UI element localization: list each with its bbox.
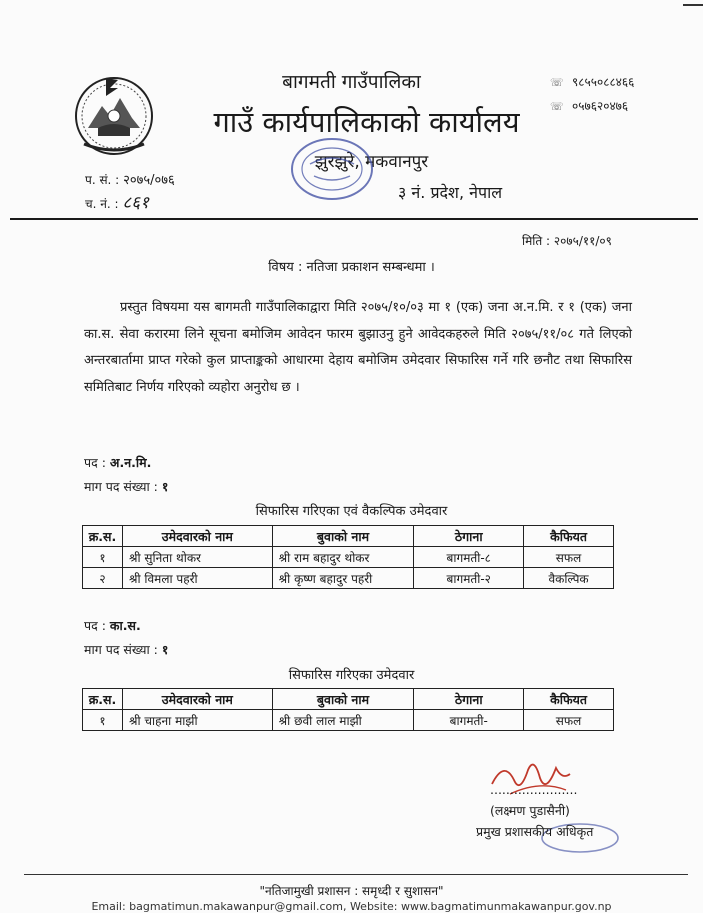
table-row: २ श्री विमला पहरी श्री कृष्ण बहादुर पहरी बागमती-२ वैकल्पिक [83, 568, 614, 589]
table-row: १ श्री चाहना माझी श्री छवी लाल माझी बागमती- सफल [83, 710, 614, 731]
post-label-1: पद : अ.न.मि. [84, 455, 152, 470]
office-name: गाउँ कार्यपालिकाको कार्यालय [213, 105, 520, 139]
col-remarks: कैफियत [524, 689, 614, 710]
footer-contact: Email: bagmatimun.makawanpur@gmail.com, Website: www.bagmatimunmakawanpur.gov.np [91, 900, 612, 913]
table-header-row [83, 689, 614, 710]
col-father-name: बुवाको नाम [272, 526, 414, 547]
signatory-title: प्रमुख प्रशासकीय अधिकृत [476, 824, 594, 839]
table-title-2: सिफारिस गरिएका उमेदवार [288, 668, 415, 683]
municipality-name: बागमती गाउँपालिका [282, 71, 421, 93]
office-stamp-icon [284, 134, 380, 204]
col-candidate-name: उमेदवारको नाम [122, 526, 272, 547]
col-address: ठेगाना [414, 689, 524, 710]
post-label-2: पद : का.स. [84, 618, 141, 633]
post-count-2: माग पद संख्या : १ [84, 642, 169, 657]
signatory-name: (लक्ष्मण पुडासैनी) [490, 803, 570, 818]
col-remarks: कैफियत [524, 526, 614, 547]
candidates-table-2 [82, 688, 614, 731]
signature-dots: ...................... [490, 782, 578, 797]
footer-divider [24, 874, 688, 875]
table-row: १ श्री सुनिता थोकर श्री राम बहादुर थोकर बागमती-८ सफल [83, 547, 614, 568]
col-serial: क्र.स. [83, 526, 123, 547]
letter-date: मिति : २०७५/११/०९ [522, 234, 612, 248]
corner-mark [683, 4, 703, 6]
patra-sankhya: प. सं. : २०७५/०७६ [85, 173, 175, 188]
table-header-row [83, 526, 614, 547]
chalani-number: च. नं. : ८६१ [85, 193, 149, 213]
letter-body: प्रस्तुत विषयमा यस बागमती गाउँपालिकाद्वारा मिति २०७५/१०/०३ मा १ (एक) जना अ.न.मि. र १ (एक) जना का.स. सेवा करारमा लिने सूचना बमोजिम आवेदन फारम बुझाउनु हुने आवेदकहरुले मिति २०७५/११/०८ गते लिएको अन्तरबार्तामा प्राप्त गरेको कुल प्राप्ताङ्कको आधारमा देहाय बमोजिम उमेदवार सिफारिस गर्ने गरि छनौट तथा सिफारिस समितिबाट निर्णय गरिएको व्यहोरा अनुरोध छ । [84, 300, 632, 395]
post-count-1: माग पद संख्या : १ [84, 479, 169, 494]
col-father-name: बुवाको नाम [272, 689, 414, 710]
table-title-1: सिफारिस गरिएका एवं वैकल्पिक उमेदवार [255, 504, 448, 519]
letter-subject: विषय : नतिजा प्रकाशन सम्बन्धमा । [268, 260, 435, 275]
phone-icon: ☏ [550, 100, 564, 113]
province-name: ३ नं. प्रदेश, नेपाल [398, 183, 503, 202]
col-serial: क्र.स. [83, 689, 123, 710]
office-location: झुरझुरे, मकवानपुर [314, 152, 429, 172]
phone-line-1: ☏ ९८५५०८८४६६ [550, 75, 635, 89]
header-divider [10, 218, 698, 220]
candidates-table-1 [82, 525, 614, 589]
phone-icon: ☏ [550, 76, 564, 89]
phone-line-2: ☏ ०५७६२०४७६ [550, 99, 629, 113]
col-address: ठेगाना [414, 526, 524, 547]
col-candidate-name: उमेदवारको नाम [122, 689, 272, 710]
footer-motto: "नतिजामुखी प्रशासन : समृध्दी र सुशासन" [259, 884, 444, 898]
